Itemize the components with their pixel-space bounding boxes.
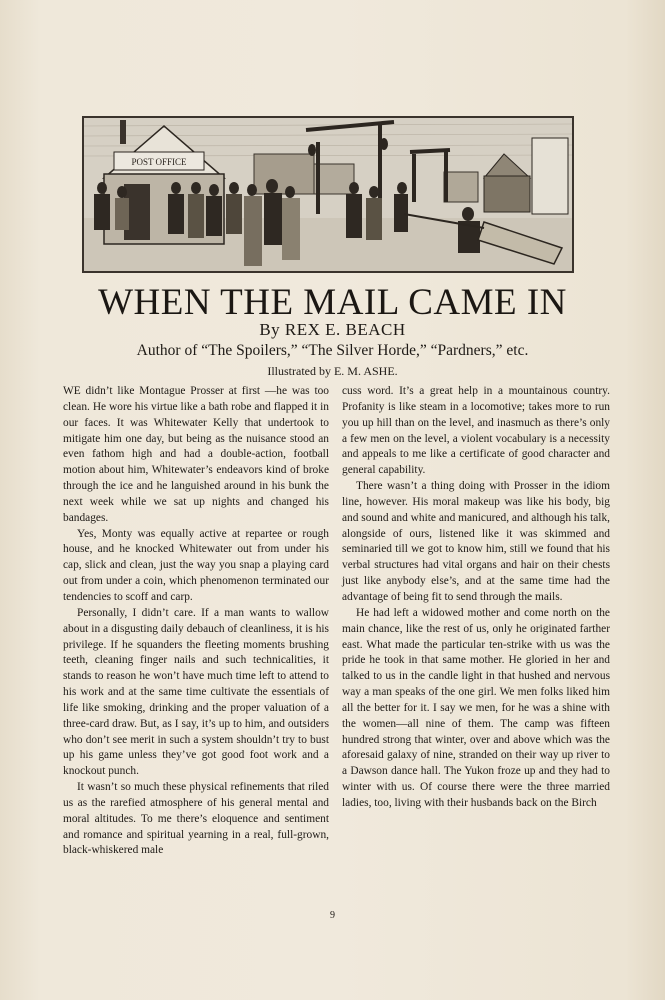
paragraph: It wasn’t so much these physical refinements that riled us as the rarefied atmosphere of his general mental and moral altitudes. To me there’s eloquence and sentiment and romance and spiritual yearning in a real, full-grown, black-whiskered male xyxy=(63,781,329,857)
paragraph: There wasn’t a thing doing with Prosser in the idiom line, however. His moral makeup was like his body, big and sound and white and manicured, and although his talk, alongside of ours, listened like it was skimmed and seminaried till we got to know him, still we found that his verbal structures had vital organs and hair on their chests just like anybody else’s, and at the same time had the advantage of being fit to send through the mails. xyxy=(342,480,610,603)
paragraph: Yes, Monty was equally active at repartee or rough house, and he knocked Whitewater out from under his cap, slick and clean, just the way you snap a playing card out from under a coin, which phenomenon terminated our tendencies to scoff and carp. xyxy=(63,527,329,603)
article-title: WHEN THE MAIL CAME IN xyxy=(98,282,567,323)
article-byline: By REX E. BEACH xyxy=(259,320,406,339)
frontier-town-scene xyxy=(84,118,572,271)
header-illustration xyxy=(82,116,574,273)
illustrator-credit: Illustrated by E. M. ASHE. xyxy=(267,364,398,378)
left-column xyxy=(63,384,329,859)
paragraph: WE didn’t like Montague Prosser at first —he was too clean. He wore his virtue like a bath robe and flapped it in our faces. It was Whitewater Kelly that undertook to mitigate him one day, but being as the nuisance stood an even fathom high and had a double-action, football motion about him, Whitewater’s endeavors kind of broke through the ice and he languished around in his bunk the next week while we sat up nights and changed his bandages. xyxy=(63,385,329,524)
paragraph: cuss word. It’s a great help in a mountainous country. Profanity is like steam in a locomotive; takes more to run you up hill than on the level, and inasmuch as there’s only a few men on the level, a violent vocabulary is a necessity and appeals to me like a certificate of good character and general capability. xyxy=(342,385,610,477)
post-office-sign: POST OFFICE xyxy=(131,157,187,167)
paragraph: Personally, I didn’t care. If a man wants to wallow about in a disgusting daily debauch of cleanliness, it is his privilege. If he squanders the fleeting moments brushing teeth, cleaning finger nails and such technicalities, it stands to reason he won’t have much time left to attend to his work and at the same time cultivate the essentials of life like smoking, drinking and the proper valuation of a three-card draw. But, as I say, it’s up to him, and outsiders who don’t see merit in such a system shouldn’t try to bust up his game unless they’ve got good foot work and a knockout punch. xyxy=(63,606,329,778)
right-column xyxy=(342,384,610,812)
paragraph: He had left a widowed mother and come north on the main chance, like the rest of us, only he originated farther east. What made the particular ten-strike with us was the pride he took in that same mother. He gloried in her and talked to us in the candle light in that hushed and nervous way a man speaks of the one girl. We men folks liked him all the better for it. I say we men, for he was a shine with the women—all nine of them. The camp was fifteen hundred strong that winter, over and above which was the aforesaid galaxy of nine, stranded on their way up river to a Dawson dance hall. The Yukon froze up and they had to winter with us. Of course there were the three married ladies, too, living with their husbands back on the Birch xyxy=(342,606,610,809)
author-credits: Author of “The Spoilers,” “The Silver Horde,” “Pardners,” etc. xyxy=(136,342,529,359)
page-number: 9 xyxy=(330,910,335,921)
